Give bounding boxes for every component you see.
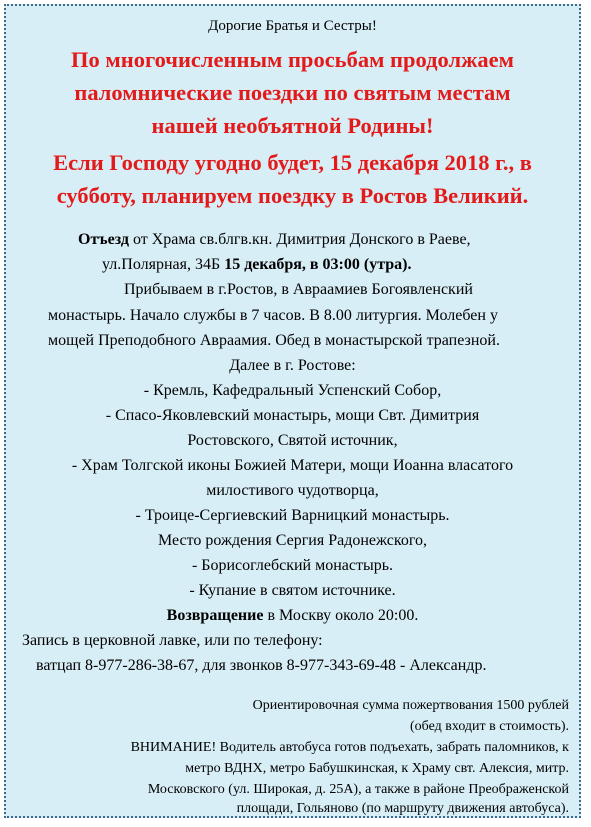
itinerary-item: милостивого чудотворца, bbox=[206, 482, 379, 499]
itinerary-item: Место рождения Сергия Радонежского, bbox=[157, 532, 428, 549]
registration-line-1: Запись в церковной лавке, или по телефону: bbox=[22, 632, 323, 649]
headline-line-3: нашей необъятной Родины! bbox=[151, 113, 434, 138]
itinerary-item: - Кремль, Кафедральный Успенский Собор, bbox=[143, 382, 442, 399]
headline-line-5: субботу, планируем поездку в Ростов Великий. bbox=[56, 183, 529, 208]
greeting: Дорогие Братья и Сестры! bbox=[208, 18, 377, 34]
itinerary-item: - Борисоглебский монастырь. bbox=[191, 557, 394, 574]
itinerary-heading: Далее в г. Ростове: bbox=[229, 357, 356, 374]
arrival-line-1: Прибываем в г.Ростов, в Авраамиев Богоявленский bbox=[124, 281, 473, 298]
departure-text: от Храма св.блгв.кн. Димитрия Донского в Раеве, bbox=[128, 231, 471, 248]
itinerary-item: - Купание в святом источнике. bbox=[189, 582, 396, 599]
donation-line-2: (обед входит в стоимость). bbox=[410, 719, 569, 734]
departure-line-1 bbox=[78, 231, 471, 249]
itinerary-item: - Храм Толгской иконы Божией Матери, мощи Иоанна власатого bbox=[71, 457, 514, 474]
notice-line-2: метро ВДНХ, метро Бабушкинская, к Храму свт. Алексия, митр. bbox=[185, 761, 569, 776]
itinerary-item: - Троице-Сергиевский Варницкий монастырь. bbox=[135, 507, 450, 524]
return-line bbox=[6, 607, 579, 625]
return-label: Возвращение bbox=[166, 607, 264, 624]
departure-line-2 bbox=[102, 256, 412, 274]
headline-line-4: Если Господу угодно будет, 15 декабря 2018 г., в bbox=[53, 150, 532, 175]
departure-label: Отъезд bbox=[78, 231, 129, 248]
arrival-line-3: мощей Преподобного Авраамия. Обед в монастырской трапезной. bbox=[48, 332, 500, 349]
notice-line-4: площади, Гольяново (по маршруту движения автобуса). bbox=[236, 801, 569, 816]
itinerary-item: Ростовского, Святой источник, bbox=[187, 432, 398, 449]
return-text: в Москву около 20:00. bbox=[263, 607, 419, 624]
headline-line-1: По многочисленным просьбам продолжаем bbox=[71, 47, 514, 72]
headline-line-2: паломнические поездки по святым местам bbox=[74, 80, 511, 105]
departure-datetime: 15 декабря, в 03:00 (утра). bbox=[224, 256, 412, 273]
itinerary-item: - Спасо-Яковлевский монастырь, мощи Свт. Димитрия bbox=[105, 407, 480, 424]
departure-address: ул.Полярная, 34Б bbox=[102, 256, 225, 273]
announcement-sheet bbox=[4, 4, 581, 818]
donation-line-1: Ориентировочная сумма пожертвования 1500 рублей bbox=[252, 698, 569, 713]
arrival-line-2: монастырь. Начало службы в 7 часов. В 8.00 литургия. Молебен у bbox=[48, 307, 498, 324]
notice-line-3: Московского (ул. Широкая, д. 25А), а также в районе Преображенской bbox=[147, 782, 569, 797]
registration-phones: ватцап 8-977-286-38-67, для звонков 8-977-343-69-48 - Александр. bbox=[36, 657, 487, 674]
notice-line-1: ВНИМАНИЕ! Водитель автобуса готов подъехать, забрать паломников, к bbox=[130, 740, 569, 755]
